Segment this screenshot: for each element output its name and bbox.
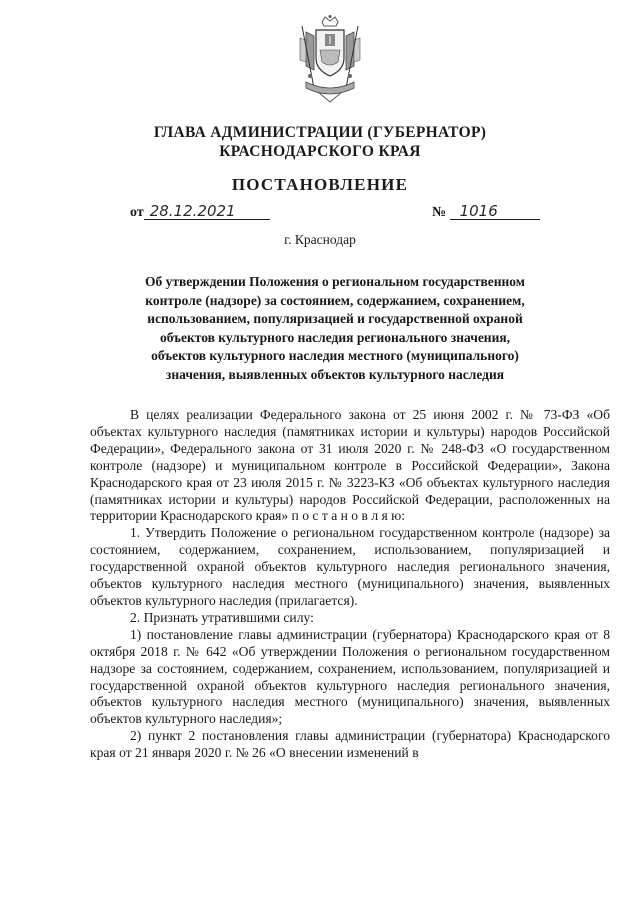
coat-of-arms-icon bbox=[292, 14, 368, 104]
document-body bbox=[90, 407, 610, 762]
preamble-paragraph: В целях реализации Федерального закона от 25 июня 2002 г. № 73-ФЗ «Об объектах культурного наследия (памятниках истории и культуры) народов Российской Федерации», Федерального закона от 31 июля 2020 г. № 248-ФЗ «О государственном контроле (надзоре) и муниципальном контроле в Российской Федерации», Закона Краснодарского края от 23 июля 2015 г. № 3223-КЗ «Об объектах культурного наследия (памятниках истории и культуры) народов Российской Федерации, расположенных на территории Краснодарского края» п о с т а н о в л я ю: bbox=[90, 407, 610, 524]
item-2-2-paragraph: 2) пункт 2 постановления главы администрации (губернатора) Краснодарского края от 21 января 2020 г. № 26 «О внесении изменений в bbox=[90, 728, 610, 761]
subject-line: Об утверждении Положения о региональном государственном bbox=[145, 274, 525, 289]
item-1-paragraph: 1. Утвердить Положение о региональном государственном контроле (надзоре) за состоянием, содержанием, сохранением, использованием, популяризацией и государственной охраной объектов культурного наследия регионального значения, объектов культурного наследия местного (муниципального) значения, выявленных объектов культурного наследия (прилагается). bbox=[90, 525, 610, 608]
item-2-1-paragraph: 1) постановление главы администрации (губернатора) Краснодарского края от 8 октября 2018 г. № 642 «Об утверждении Положения о региональном государственном надзоре за состоянием, содержанием, сохранением, использованием, популяризацией и государственной охраной объектов культурного наследия регионального значения, объектов культурного наследия местного (муниципального) значения, выявленных объектов культурного наследия»; bbox=[90, 626, 610, 727]
subject-line: контроле (надзоре) за состоянием, содержанием, сохранением, bbox=[145, 292, 525, 308]
document-type-title: ПОСТАНОВЛЕНИЕ bbox=[231, 175, 409, 194]
number-prefix: № bbox=[432, 205, 447, 220]
date-value: 28.12.2021 bbox=[144, 204, 270, 220]
subject-line: использованием, популяризацией и государственной охраной bbox=[147, 311, 523, 326]
city-label: г. Краснодар bbox=[284, 232, 356, 247]
subject-line: объектов культурного наследия регионального значения, bbox=[159, 329, 511, 345]
date-prefix: от bbox=[130, 205, 144, 220]
document-subject bbox=[120, 273, 550, 384]
authority-title-line2: КРАСНОДАРСКОГО КРАЯ bbox=[219, 143, 421, 160]
number-value: 1016 bbox=[450, 204, 540, 220]
subject-line: объектов культурного наследия местного (муниципального) bbox=[151, 348, 519, 363]
date-field bbox=[130, 204, 270, 221]
item-2-paragraph: 2. Признать утратившими силу: bbox=[130, 609, 314, 625]
authority-title-line1: ГЛАВА АДМИНИСТРАЦИИ (ГУБЕРНАТОР) bbox=[153, 124, 487, 141]
number-field bbox=[432, 204, 540, 221]
subject-line: значения, выявленных объектов культурного наследия bbox=[165, 366, 505, 382]
